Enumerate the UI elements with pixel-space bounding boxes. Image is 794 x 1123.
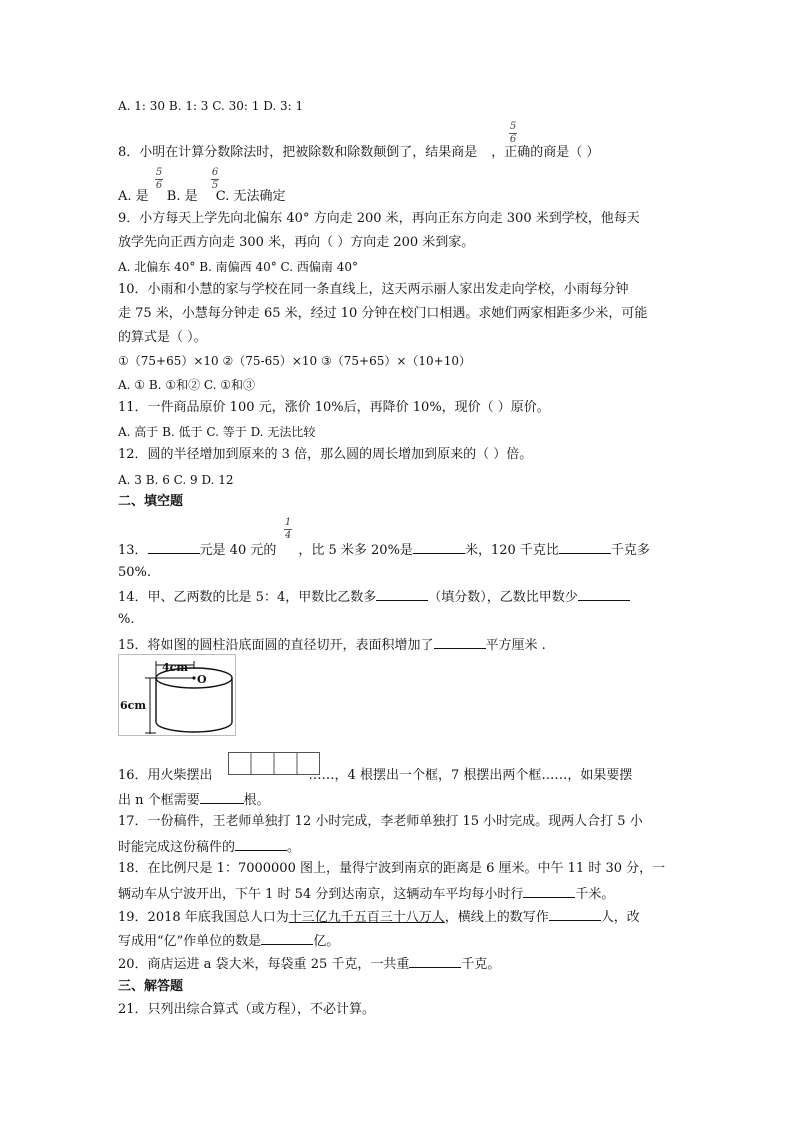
cylinder-radius-label: 4cm: [162, 661, 188, 674]
q10-options: A. ① B. ①和② C. ①和③: [118, 378, 256, 392]
q15-part1: 15．将如图的圆柱沿底面圆的直径切开，表面积增加了: [118, 638, 434, 653]
q14-line1: [118, 588, 630, 606]
q8-opt-b-frac-top: 6: [211, 167, 219, 178]
q16-line1: [118, 768, 632, 784]
q14-blank-1[interactable]: [376, 588, 428, 601]
q8-opt-a-frac-top: 5: [155, 167, 163, 178]
q9-line1: 9．小方每天上学先向北偏东 40° 方向走 200 米，再向正东方向走 300 米到学校，他每天: [118, 211, 640, 226]
q10-line2: 走 75 米，小慧每分钟走 65 米，经过 10 分钟在校门口相遇。求她们两家相距多少米，可能: [118, 306, 648, 321]
q8-question: [118, 145, 599, 161]
q17-line1: 17．一份稿件，王老师单独打 12 小时完成，李老师单独打 15 小时完成。现两人合打 5 小: [118, 814, 643, 829]
q17-line2b: 。: [287, 840, 301, 855]
q19-blank-1[interactable]: [549, 908, 601, 921]
q18-line2b: 千米。: [575, 887, 615, 902]
q8-opt-a-fraction: [155, 168, 163, 191]
q13-part4: 米，120 千克比: [464, 543, 559, 558]
q14-part1: 14．甲、乙两数的比是 5：4，甲数比乙数多: [118, 590, 377, 605]
q8-fraction: [509, 122, 517, 145]
q15-part2: 平方厘米 .: [485, 638, 546, 653]
q13-line1: [118, 541, 650, 559]
q14-part2: （填分数），乙数比甲数少: [428, 590, 578, 605]
q13-part5: 千克多: [610, 543, 650, 558]
q10-line3: 的算式是（ ）。: [118, 330, 207, 345]
q13-fraction: [284, 518, 292, 541]
q14-line2: %.: [118, 612, 135, 627]
q13-blank-2[interactable]: [413, 541, 465, 554]
cylinder-height-label: 6cm: [120, 699, 146, 712]
q10-formulas: ①（75+65）×10 ②（75-65）×10 ③（75+65）×（10+10）: [118, 354, 471, 368]
q9-line2: 放学先向正西方向走 300 米，再向（ ）方向走 200 米到家。: [118, 235, 475, 250]
q8-text-end: ，正确的商是（ ）: [491, 145, 600, 160]
q15-line1: [118, 636, 546, 654]
q18-line2: [118, 885, 614, 903]
q18-blank[interactable]: [523, 885, 575, 898]
q19-line2a: 写成用“亿”作单位的数是: [118, 934, 262, 949]
q20-blank[interactable]: [409, 955, 461, 968]
q15-blank[interactable]: [434, 636, 486, 649]
cylinder-center-label: O: [197, 673, 207, 686]
section2-title: 二、填空题: [118, 494, 184, 509]
q13-frac-bottom: 4: [284, 530, 292, 541]
q18-line1: 18．在比例尺是 1：7000000 图上，量得宁波到南京的距离是 6 厘米。中午 11 时 30 分，一: [118, 861, 666, 876]
q13-part3: ，比 5 米多 20%是: [298, 543, 413, 558]
q16-line2: [118, 791, 270, 809]
q20-part2: 千克。: [461, 957, 501, 972]
q19-line2b: 亿。: [313, 934, 340, 949]
q8-opt-b-fraction: [211, 168, 219, 191]
q19-line1: [118, 908, 640, 926]
q13-part1: 13．: [118, 543, 148, 558]
q10-line1: 10．小雨和小慧的家与学校在同一条直线上，这天两示丽人家出发走向学校，小雨每分钟: [118, 282, 629, 297]
q19-blank-2[interactable]: [261, 932, 313, 945]
q7-options: A. 1: 30 B. 1: 3 C. 30: 1 D. 3: 1: [118, 99, 304, 113]
q8-opt-a-frac-bottom: 6: [155, 180, 163, 191]
q19-part2: ，横线上的数写作: [444, 910, 549, 925]
q16-line2a: 出 n 个框需要: [118, 793, 200, 808]
q19-part3: 人，改: [600, 910, 640, 925]
q16-blank[interactable]: [200, 791, 244, 804]
q13-blank-3[interactable]: [559, 541, 611, 554]
q13-blank-1[interactable]: [148, 541, 200, 554]
q20-part1: 20．商店运进 a 袋大米，每袋重 25 千克，一共重: [118, 957, 410, 972]
section3-title: 三、解答题: [118, 979, 184, 994]
q17-line2a: 时能完成这份稿件的: [118, 840, 236, 855]
q19-line2: [118, 932, 339, 950]
q17-line2: [118, 838, 300, 856]
q8-opt-a: A. 是: [118, 189, 149, 204]
q17-blank[interactable]: [235, 838, 287, 851]
q8-opt-b: B. 是: [166, 189, 198, 204]
q8-fraction-bottom: 6: [509, 134, 517, 145]
q11-text: 11．一件商品原价 100 元，涨价 10%后，再降价 10%，现价（ ）原价。: [118, 400, 550, 415]
q13-line2: 50%.: [118, 565, 152, 580]
q13-frac-top: 1: [284, 517, 292, 528]
q16-part1: 16．用火柴摆出: [118, 768, 213, 783]
q19-underlined: 十三亿九千五百三十八万人: [288, 910, 445, 925]
q13-part2: 元是 40 元的: [199, 543, 277, 558]
q12-text: 12．圆的半径增加到原来的 3 倍，那么圆的周长增加到原来的（ ）倍。: [118, 447, 533, 462]
q21-text: 21．只列出综合算式（或方程），不必计算。: [118, 1002, 376, 1017]
q8-text: 8．小明在计算分数除法时，把被除数和除数颠倒了，结果商是: [118, 145, 478, 160]
q18-line2a: 辆动车从宁波开出，下午 1 时 54 分到达南京，这辆动车平均每小时行: [118, 887, 524, 902]
q8-opt-c: C. 无法确定: [215, 189, 286, 204]
q20-line: [118, 955, 500, 973]
q14-blank-2[interactable]: [578, 588, 630, 601]
cylinder-figure: [118, 654, 236, 736]
cylinder-bottom-arc: [156, 722, 232, 732]
q16-line2b: 根。: [243, 793, 270, 808]
q11-options: A. 高于 B. 低于 C. 等于 D. 无法比较: [118, 425, 316, 439]
q12-options: A. 3 B. 6 C. 9 D. 12: [118, 473, 234, 487]
q16-part2: ……，4 根摆出一个框，7 根摆出两个框……，如果要摆: [308, 768, 633, 783]
q9-options: A. 北偏东 40° B. 南偏西 40° C. 西偏南 40°: [118, 260, 359, 274]
q8-opt-b-frac-bottom: 5: [211, 180, 219, 191]
q19-part1: 19．2018 年底我国总人口为: [118, 910, 289, 925]
q8-fraction-top: 5: [509, 121, 517, 132]
q8-options: [118, 189, 286, 205]
